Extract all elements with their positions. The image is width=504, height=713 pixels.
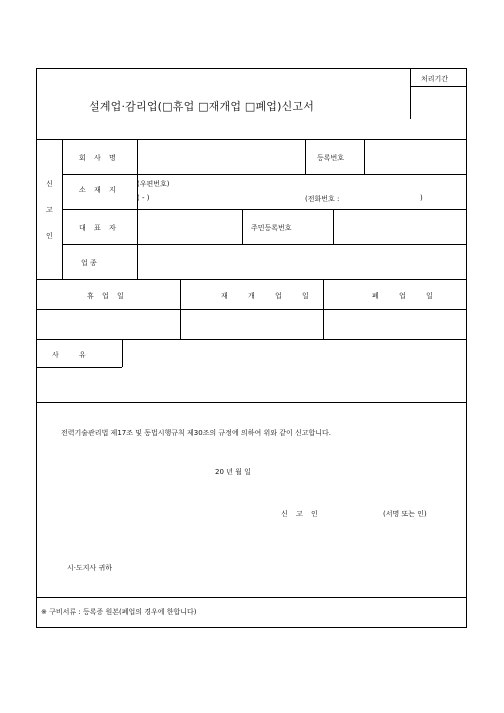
- addressee: 시·도지사 귀하: [67, 564, 113, 572]
- suspension-date-label: 휴 업 일: [87, 292, 127, 300]
- resumption-date-label: 재 개 업 일: [221, 292, 318, 300]
- form-title: 설계업·감리업(□휴업 □재개업 □폐업)신고서: [89, 100, 315, 113]
- reason-label: 사 유: [52, 351, 95, 359]
- date-line: 20 년 월 일: [215, 468, 251, 476]
- registration-label-left: [305, 139, 306, 174]
- postal-code-label: (우편번호): [137, 180, 170, 188]
- row-border-1: [62, 174, 466, 175]
- registration-number-label: 등록번호: [317, 154, 345, 162]
- processing-box-left-border: [410, 69, 411, 119]
- declaration-text: 전력기술관리법 제17조 및 동법시행규칙 제30조의 규정에 의하여 위와 같이 신고합니다.: [61, 429, 331, 437]
- company-name-label: 회 사 명: [79, 154, 119, 162]
- report-form: [36, 68, 467, 628]
- dates-divider-1: [180, 279, 181, 339]
- postal-code-paren: ( - ): [137, 194, 150, 202]
- attachment-top-border: [37, 597, 466, 598]
- processing-period-label: 처리기간: [421, 75, 449, 83]
- signer-label: 신 고 인: [281, 510, 321, 518]
- reason-top-border: [37, 339, 466, 340]
- phone-close: ): [420, 194, 423, 202]
- registration-label-right: [364, 139, 365, 174]
- title-bottom-border: [37, 139, 466, 140]
- row-border-3: [62, 244, 466, 245]
- signature-note: (서명 또는 인): [383, 510, 427, 518]
- closure-date-label: 폐 업 일: [372, 292, 442, 300]
- reporter-label-2: 고: [46, 206, 53, 214]
- representative-label: 대 표 자: [79, 224, 119, 232]
- reason-label-bottom: [37, 367, 122, 368]
- dates-divider-2: [323, 279, 324, 339]
- reporter-label-3: 인: [46, 232, 53, 240]
- attachment-note: ※ 구비서류 : 등록증 원본(폐업의 경우에 한합니다): [41, 608, 197, 616]
- row-border-2: [62, 209, 466, 210]
- label-column-border: [137, 139, 138, 279]
- address-label: 소 재 지: [79, 186, 119, 194]
- resident-number-label: 주민등록번호: [251, 224, 292, 232]
- resident-label-right: [333, 209, 334, 244]
- reason-label-border: [122, 339, 123, 367]
- processing-box-divider: [410, 86, 466, 87]
- reporter-label-1: 신: [46, 180, 53, 188]
- business-type-label: 업 종: [81, 259, 97, 267]
- resident-label-left: [242, 209, 243, 244]
- reason-bottom-border: [37, 402, 466, 403]
- phone-label: (전화번호 :: [305, 195, 340, 203]
- row-border-4: [37, 279, 466, 280]
- dates-header-border: [37, 309, 466, 310]
